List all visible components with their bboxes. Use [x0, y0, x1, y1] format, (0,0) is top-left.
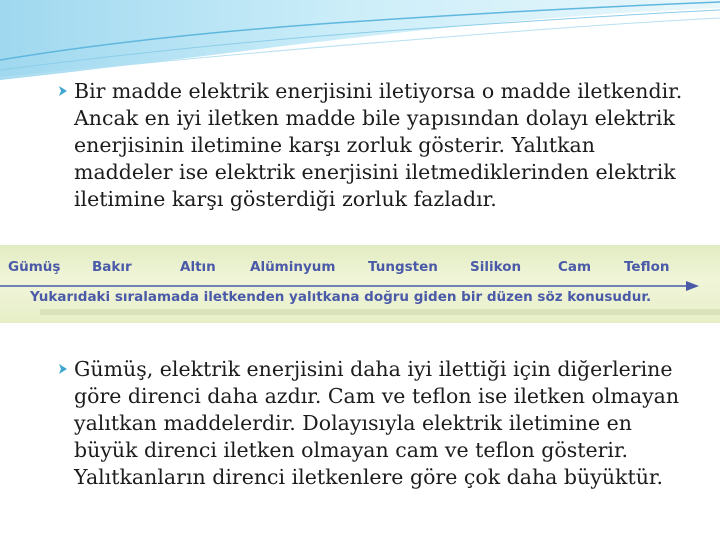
paragraph-resistance-body: göre direnci daha azdır. Cam ve teflon ise iletken olmayan yalıtkan maddelerdir. Dolayısıyla elektrik iletimine en büyük direnci iletken olmayan cam ve teflon gösterir. Yalıtkanların direnci iletkenlere göre çok daha büyüktür.: [74, 384, 680, 489]
conductivity-scale-strip: [0, 245, 720, 323]
material-label: Silikon: [470, 259, 522, 275]
material-label: Tungsten: [368, 259, 438, 275]
header-wave-decoration: [0, 0, 720, 90]
paragraph-resistance: [56, 356, 696, 491]
paragraph-conductors-body: Ancak en iyi iletken madde bile yapısından dolayı elektrik enerjisinin iletimine karşı zorluk gösterir. Yalıtkan maddeler ise elektrik enerjisini iletmediklerinden elektrik iletimine karşı gösterdiği zorluk fazladır.: [74, 106, 676, 211]
paragraph-conductors: [56, 78, 696, 213]
paragraph-conductors-line1: Bir madde elektrik enerjisini iletiyorsa o madde iletkendir.: [74, 79, 683, 103]
material-label: Cam: [558, 259, 592, 275]
material-label: Bakır: [92, 259, 132, 275]
paragraph-resistance-line1: Gümüş, elektrik enerjisini daha iyi ilettiği için diğerlerine: [74, 357, 673, 381]
material-label: Alüminyum: [250, 259, 336, 275]
arrow-bullet-icon: [56, 84, 70, 98]
arrow-bullet-icon: [56, 362, 70, 376]
material-label: Teflon: [624, 259, 670, 275]
material-label: Gümüş: [8, 259, 61, 275]
scale-caption: Yukarıdaki sıralamada iletkenden yalıtkana doğru giden bir düzen söz konusudur.: [30, 289, 652, 305]
material-label: Altın: [180, 259, 216, 275]
